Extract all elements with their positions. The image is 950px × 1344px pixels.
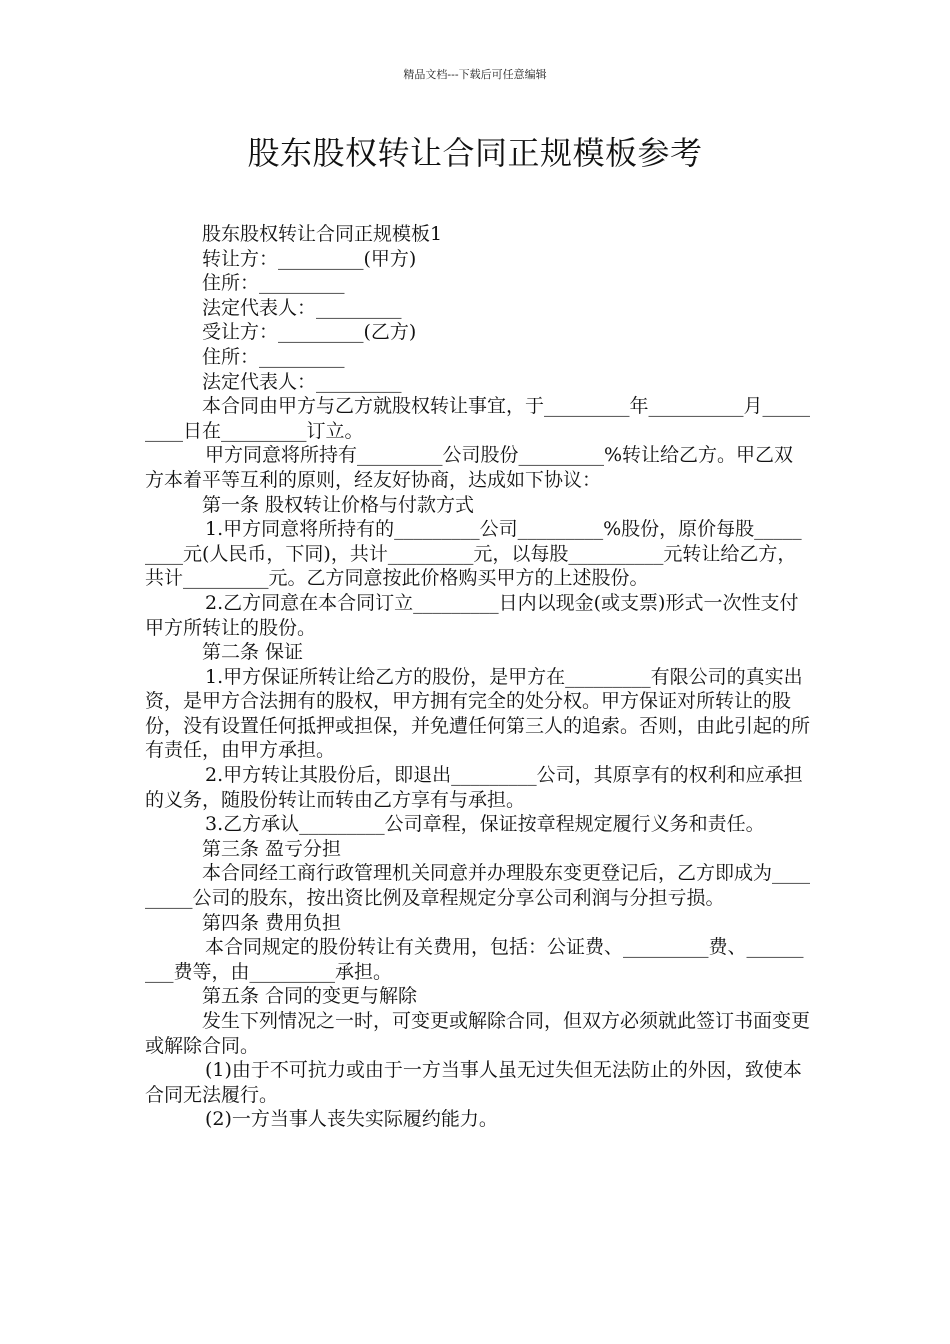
transferee-representative-line: 法定代表人：_________ xyxy=(202,370,402,393)
article-3-heading: 第三条 盈亏分担 xyxy=(202,837,342,860)
document-title: 股东股权转让合同正规模板参考 xyxy=(247,134,703,172)
article-2-clause-3: 3.乙方承认_________公司章程，保证按章程规定履行义务和责任。 xyxy=(205,813,765,836)
article-5-item-2: (2)一方当事人丧失实际履约能力。 xyxy=(205,1108,498,1131)
transferor-representative-line: 法定代表人：_________ xyxy=(202,296,402,319)
agreement-intro-paragraph: 甲方同意将所持有_________公司股份_________%转让给乙方。甲乙双方本着平等互利的原则，经友好协商，达成如下协议： xyxy=(145,444,794,491)
article-5-paragraph: 发生下列情况之一时，可变更或解除合同，但双方必须就此签订书面变更或解除合同。 xyxy=(145,1010,811,1057)
article-4-heading: 第四条 费用负担 xyxy=(202,911,342,934)
contract-body xyxy=(145,222,810,1132)
template-heading: 股东股权转让合同正规模板1 xyxy=(202,223,443,245)
article-2-heading: 第二条 保证 xyxy=(202,641,304,664)
contract-date-paragraph: 本合同由甲方与乙方就股权转让事宜，于_________年__________月_________日在_________订立。 xyxy=(145,395,811,442)
article-5-heading: 第五条 合同的变更与解除 xyxy=(202,985,418,1008)
article-1-heading: 第一条 股权转让价格与付款方式 xyxy=(202,493,475,516)
transferor-line: 转让方：_________(甲方) xyxy=(202,247,417,270)
article-1-clause-2: 2.乙方同意在本合同订立_________日内以现金(或支票)形式一次性支付甲方所转让的股份。 xyxy=(145,591,799,639)
article-1-clause-1: 1.甲方同意将所持有的_________公司_________%股份，原价每股_________元(人民币，下同)，共计_________元，以每股__________元转让给乙方，共计_________元。乙方同意按此价格购买甲方的上述股份。 xyxy=(145,518,802,590)
transferee-address-line: 住所：_________ xyxy=(202,345,345,368)
article-2-clause-2: 2.甲方转让其股份后，即退出_________公司，其原享有的权利和应承担的义务，随股份转让而转由乙方享有与承担。 xyxy=(145,764,803,811)
article-5-item-1: (1)由于不可抗力或由于一方当事人虽无过失但无法防止的外因，致使本合同无法履行。 xyxy=(145,1059,802,1106)
article-3-paragraph: 本合同经工商行政管理机关同意并办理股东变更登记后，乙方即成为_________公司的股东，按出资比例及章程规定分享公司利润与分担亏损。 xyxy=(145,862,811,910)
transferee-line: 受让方：_________(乙方) xyxy=(202,321,417,344)
header-note: 精品文档---下载后可任意编辑 xyxy=(403,68,547,81)
article-2-clause-1: 1.甲方保证所转让给乙方的股份，是甲方在_________有限公司的真实出资，是甲方合法拥有的股权，甲方拥有完全的处分权。甲方保证对所转让的股份，没有设置任何抵押或担保，并免遭任何第三人的追索。否则，由此引起的所有责任，由甲方承担。 xyxy=(145,665,811,762)
transferor-address-line: 住所：_________ xyxy=(202,272,345,295)
article-4-paragraph: 本合同规定的股份转让有关费用，包括：公证费、_________费、_________费等，由_________承担。 xyxy=(145,936,804,983)
